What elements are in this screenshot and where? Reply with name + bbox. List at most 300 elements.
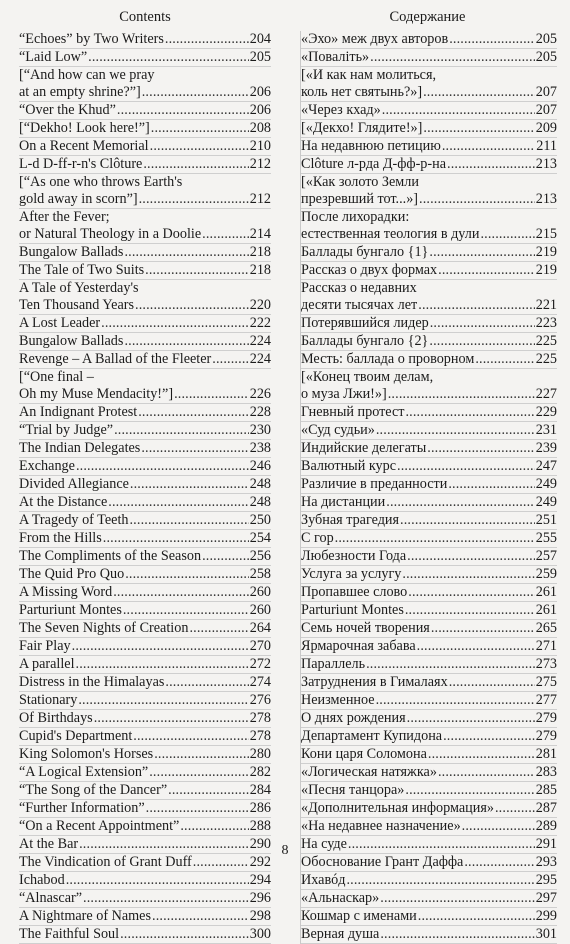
dot-leader	[405, 404, 534, 421]
toc-entry	[301, 120, 557, 138]
toc-entry	[301, 872, 557, 890]
toc-entry-page: 272	[249, 656, 271, 672]
toc-entry-title: коль нет святынь?»]	[301, 84, 423, 100]
dot-leader	[428, 746, 535, 763]
toc-entry-title: The Compliments of the Season	[19, 548, 202, 564]
toc-entry-page: 213	[535, 191, 557, 207]
toc-entry-page: 300	[249, 926, 271, 942]
toc-entry	[19, 602, 271, 620]
dot-leader	[388, 386, 535, 403]
toc-entry-page: 238	[249, 440, 271, 456]
toc-entry-page: 260	[249, 584, 271, 600]
dot-leader	[165, 31, 249, 48]
toc-entry	[301, 244, 557, 262]
dot-leader	[117, 102, 249, 119]
page-number: 8	[281, 843, 289, 858]
toc-entry-page: 297	[535, 890, 557, 906]
toc-entry-title: Divided Allegiance	[19, 476, 129, 492]
toc-entry-page: 258	[249, 566, 271, 582]
dot-leader	[123, 602, 249, 619]
dot-leader	[418, 908, 535, 925]
toc-entry	[301, 458, 557, 476]
toc-entry	[301, 890, 557, 908]
toc-entry-page: 226	[249, 386, 271, 402]
toc-entry-title: Stationary	[19, 692, 78, 708]
dot-leader	[382, 102, 535, 119]
toc-entry-title: A Nightmare of Names	[19, 908, 151, 924]
toc-entry	[301, 674, 557, 692]
dot-leader	[419, 191, 535, 208]
dot-leader	[397, 458, 535, 475]
toc-entry-title: Затруднения в Гималаях	[301, 674, 448, 690]
dot-leader	[78, 692, 248, 709]
toc-entry-page: 295	[535, 872, 557, 888]
dot-leader	[129, 512, 248, 529]
toc-entry-page: 214	[249, 226, 271, 242]
toc-entry-title: Ichabod	[19, 872, 65, 888]
toc-entry	[301, 138, 557, 156]
toc-entry-page: 285	[535, 782, 557, 798]
toc-entry	[301, 530, 557, 548]
toc-entry	[19, 926, 271, 944]
toc-entry-title: Услуга за услугу	[301, 566, 402, 582]
toc-entry-title: Parturiunt Montes	[19, 602, 122, 618]
toc-entry	[19, 120, 271, 138]
toc-entry-page: 212	[249, 191, 271, 207]
toc-entry	[19, 422, 271, 440]
toc-entry-title: о муза Лжи!»]	[301, 386, 387, 402]
toc-entry-page: 229	[535, 404, 557, 420]
toc-entry-page: 206	[249, 84, 271, 100]
toc-entry	[301, 440, 557, 458]
dot-leader	[152, 908, 249, 925]
toc-entry-title: С гор	[301, 530, 334, 546]
toc-entry	[19, 67, 271, 102]
toc-entry-title-line: Рассказ о недавних	[301, 280, 417, 296]
soderzhanie-heading: Содержание	[389, 9, 466, 25]
toc-entry-page: 205	[249, 49, 271, 65]
toc-entry-title: Ихавóд	[301, 872, 346, 888]
toc-entry-title: «Логическая натяжка»	[301, 764, 437, 780]
dot-leader	[133, 728, 248, 745]
toc-entry	[301, 512, 557, 530]
toc-entry	[19, 548, 271, 566]
toc-entry-page: 286	[249, 800, 271, 816]
contents-list-russian	[300, 31, 557, 944]
dot-leader	[431, 620, 535, 637]
toc-entry-title: “On a Recent Appointment”	[19, 818, 180, 834]
toc-entry	[301, 333, 557, 351]
dot-leader	[202, 548, 249, 565]
toc-entry-title-line: [“As one who throws Earth's	[19, 174, 183, 190]
toc-entry	[301, 404, 557, 422]
toc-entry-title: An Indignant Protest	[19, 404, 138, 420]
toc-entry	[301, 710, 557, 728]
toc-entry	[301, 369, 557, 404]
toc-entry	[19, 476, 271, 494]
dot-leader	[430, 315, 535, 332]
toc-entry-page: 265	[535, 620, 557, 636]
dot-leader	[142, 84, 249, 101]
toc-entry	[301, 566, 557, 584]
toc-entry-page: 219	[535, 244, 557, 260]
toc-entry	[19, 584, 271, 602]
toc-entry-title: “The Song of the Dancer”	[19, 782, 168, 798]
toc-entry	[19, 262, 271, 280]
dot-leader	[402, 566, 534, 583]
toc-entry-title: Потерявшийся лидер	[301, 315, 429, 331]
toc-entry-page: 207	[535, 102, 557, 118]
toc-entry	[19, 710, 271, 728]
toc-entry-page: 212	[249, 156, 271, 172]
toc-entry-title: King Solomon's Horses	[19, 746, 154, 762]
toc-entry-page: 292	[249, 854, 271, 870]
dot-leader	[66, 872, 249, 889]
toc-entry	[301, 67, 557, 102]
toc-entry	[301, 782, 557, 800]
dot-leader	[462, 818, 535, 835]
dot-leader	[124, 333, 248, 350]
toc-entry	[19, 782, 271, 800]
toc-entry-page: 298	[249, 908, 271, 924]
toc-entry-page: 250	[249, 512, 271, 528]
dot-leader	[438, 764, 535, 781]
dot-leader	[443, 728, 535, 745]
toc-entry-title: Зубная трагедия	[301, 512, 400, 528]
toc-entry	[19, 31, 271, 49]
dot-leader	[495, 800, 535, 817]
toc-entry-title: At the Distance	[19, 494, 108, 510]
toc-entry	[301, 692, 557, 710]
toc-entry	[19, 890, 271, 908]
toc-entry	[19, 620, 271, 638]
toc-entry-title: [“Dekho! Look here!”]	[19, 120, 150, 136]
dot-leader	[366, 656, 535, 673]
toc-entry-title: «Суд судьи»	[301, 422, 375, 438]
toc-entry-title: The Vindication of Grant Duff	[19, 854, 192, 870]
toc-entry-page: 218	[249, 244, 271, 260]
toc-entry	[301, 315, 557, 333]
toc-entry-page: 288	[249, 818, 271, 834]
toc-entry-title: Кошмар с именами	[301, 908, 417, 924]
toc-entry-page: 282	[249, 764, 271, 780]
toc-entry	[19, 674, 271, 692]
toc-entry-title: «Поваліть»	[301, 49, 370, 65]
toc-entry	[301, 926, 557, 944]
toc-entry-title: Ярмарочная забава	[301, 638, 416, 654]
dot-leader	[429, 333, 534, 350]
toc-entry-title: “Over the Khud”	[19, 102, 116, 118]
toc-entry	[301, 31, 557, 49]
toc-entry-title: Ten Thousand Years	[19, 297, 134, 313]
dot-leader	[376, 422, 535, 439]
toc-entry-title: Месть: баллада о проворном	[301, 351, 475, 367]
toc-entry-title: Обоснование Грант Даффа	[301, 854, 464, 870]
dot-leader	[423, 84, 535, 101]
toc-entry-page: 291	[535, 836, 557, 852]
toc-entry	[301, 262, 557, 280]
toc-entry-title: Баллады бунгало {2}	[301, 333, 429, 349]
dot-leader	[370, 49, 535, 66]
dot-leader	[76, 656, 249, 673]
toc-entry-title: Кони царя Соломона	[301, 746, 427, 762]
toc-entry-title: From the Hills	[19, 530, 102, 546]
dot-leader	[380, 890, 534, 907]
toc-entry-title: Parturiunt Montes	[301, 602, 404, 618]
toc-entry-title: Рассказ о двух формах	[301, 262, 438, 278]
toc-entry	[301, 656, 557, 674]
toc-entry-title: Bungalow Ballads	[19, 333, 124, 349]
toc-entry-page: 284	[249, 782, 271, 798]
toc-entry	[19, 512, 271, 530]
toc-entry	[19, 656, 271, 674]
toc-entry	[301, 800, 557, 818]
toc-entry-page: 293	[535, 854, 557, 870]
toc-entry	[301, 584, 557, 602]
toc-entry-title: естественная теология в дули	[301, 226, 480, 242]
toc-entry	[19, 333, 271, 351]
toc-entry	[19, 458, 271, 476]
toc-entry-title: Любезности Года	[301, 548, 407, 564]
toc-entry-title-line: [«Как золото Земли	[301, 174, 419, 190]
dot-leader	[154, 746, 249, 763]
toc-entry-title: «Альнаскар»	[301, 890, 380, 906]
toc-entry-page: 260	[249, 602, 271, 618]
toc-entry-title-line: A Tale of Yesterday's	[19, 280, 139, 296]
dot-leader	[380, 926, 534, 943]
dot-leader	[113, 584, 249, 601]
toc-entry-title: Revenge – A Ballad of the Fleeter	[19, 351, 212, 367]
toc-entry-title-line: [«Конец твоим делам,	[301, 369, 434, 385]
toc-entry-title: “Trial by Judge”	[19, 422, 114, 438]
dot-leader	[83, 890, 249, 907]
toc-entry-title: The Seven Nights of Creation	[19, 620, 189, 636]
toc-entry-title: “Alnascar”	[19, 890, 83, 906]
toc-entry-title: The Quid Pro Quo	[19, 566, 125, 582]
toc-entry-page: 210	[249, 138, 271, 154]
toc-entry	[301, 49, 557, 67]
toc-entry-title: «Эхо» меж двух авторов	[301, 31, 449, 47]
toc-entry-title: десяти тысячах лет	[301, 297, 418, 313]
toc-entry-page: 264	[249, 620, 271, 636]
toc-entry-page: 287	[535, 800, 557, 816]
toc-entry-title: Гневный протест	[301, 404, 405, 420]
toc-entry-page: 261	[535, 602, 557, 618]
toc-entry-page: 249	[535, 476, 557, 492]
toc-entry	[301, 102, 557, 120]
dot-leader	[212, 351, 248, 368]
toc-entry-title: [«Декхо! Глядите!»]	[301, 120, 423, 136]
dot-leader	[151, 120, 249, 137]
toc-entry-title: Exchange	[19, 458, 75, 474]
dot-leader	[76, 458, 249, 475]
toc-entry-page: 259	[535, 566, 557, 582]
toc-entry-title: “Laid Low”	[19, 49, 88, 65]
toc-entry-title: Of Birthdays	[19, 710, 93, 726]
contents-heading: Contents	[119, 9, 171, 25]
toc-entry-title: Oh my Muse Mendacity!”]	[19, 386, 174, 402]
toc-entry-page: 299	[535, 908, 557, 924]
toc-entry	[301, 422, 557, 440]
toc-entry	[19, 800, 271, 818]
dot-leader	[120, 926, 249, 943]
toc-entry-title: The Tale of Two Suits	[19, 262, 145, 278]
toc-entry	[19, 351, 271, 369]
toc-entry	[301, 476, 557, 494]
toc-entry	[19, 280, 271, 315]
toc-entry-title: На недавнюю петицию	[301, 138, 441, 154]
dot-leader	[447, 156, 535, 173]
dot-leader	[480, 226, 534, 243]
toc-entry-page: 209	[535, 120, 557, 136]
toc-entry-page: 249	[535, 494, 557, 510]
toc-entry-title: At the Bar	[19, 836, 79, 852]
dot-leader	[114, 422, 249, 439]
toc-entry	[19, 138, 271, 156]
toc-entry-title: Пропавшее слово	[301, 584, 408, 600]
toc-entry	[19, 530, 271, 548]
dot-leader	[150, 138, 249, 155]
toc-entry-title: On a Recent Memorial	[19, 138, 149, 154]
toc-entry	[19, 728, 271, 746]
toc-entry-title: A Missing Word	[19, 584, 113, 600]
toc-entry-page: 278	[249, 728, 271, 744]
dot-leader	[423, 120, 534, 137]
toc-entry	[19, 908, 271, 926]
dot-leader	[429, 244, 534, 261]
dot-leader	[135, 297, 249, 314]
toc-entry-title: Bungalow Ballads	[19, 244, 124, 260]
toc-entry-title: Индийские делегаты	[301, 440, 427, 456]
dot-leader	[417, 638, 535, 655]
dot-leader	[427, 440, 534, 457]
dot-leader	[400, 512, 535, 529]
toc-entry	[19, 872, 271, 890]
toc-entry-page: 219	[535, 262, 557, 278]
toc-entry-page: 218	[249, 262, 271, 278]
toc-entry-title: A Tragedy of Teeth	[19, 512, 129, 528]
toc-entry-page: 208	[249, 120, 271, 136]
toc-entry	[301, 548, 557, 566]
dot-leader	[138, 404, 249, 421]
toc-entry-page: 220	[249, 297, 271, 313]
toc-entry-page: 248	[249, 494, 271, 510]
toc-entry	[19, 764, 271, 782]
toc-entry	[19, 174, 271, 209]
contents-list-english	[19, 31, 271, 944]
toc-entry-title-line: After the Fever;	[19, 209, 110, 225]
toc-entry-title: “Echoes” by Two Writers	[19, 31, 164, 47]
dot-leader	[346, 872, 534, 889]
toc-entry-page: 283	[535, 764, 557, 780]
toc-entry-page: 213	[535, 156, 557, 172]
toc-entry-page: 289	[535, 818, 557, 834]
toc-entry-page: 277	[535, 692, 557, 708]
toc-entry	[301, 620, 557, 638]
toc-entry-page: 205	[535, 49, 557, 65]
toc-entry	[301, 494, 557, 512]
toc-entry-page: 256	[249, 548, 271, 564]
toc-entry	[19, 244, 271, 262]
toc-entry-title: L-d D-ff-r-n's Clôture	[19, 156, 143, 172]
toc-entry-title: “A Logical Extension”	[19, 764, 149, 780]
toc-entry-page: 301	[535, 926, 557, 942]
dot-leader	[141, 440, 248, 457]
dot-leader	[405, 782, 534, 799]
toc-entry-title: На суде	[301, 836, 347, 852]
toc-entry-page: 276	[249, 692, 271, 708]
toc-entry-page: 294	[249, 872, 271, 888]
dot-leader	[418, 297, 534, 314]
toc-entry-page: 281	[535, 746, 557, 762]
dot-leader	[449, 674, 535, 691]
toc-entry-page: 211	[536, 138, 557, 154]
toc-entry-page: 247	[535, 458, 557, 474]
toc-entry-page: 205	[535, 31, 557, 47]
toc-entry	[301, 156, 557, 174]
toc-entry-page: 280	[249, 746, 271, 762]
toc-entry	[19, 440, 271, 458]
dot-leader	[146, 800, 249, 817]
dot-leader	[407, 710, 535, 727]
toc-entry	[301, 908, 557, 926]
toc-entry	[19, 369, 271, 404]
toc-entry-page: 227	[535, 386, 557, 402]
toc-entry-page: 224	[249, 333, 271, 349]
toc-entry-title: “Further Information”	[19, 800, 145, 816]
dot-leader	[130, 476, 249, 493]
dot-leader	[124, 244, 248, 261]
toc-entry-title: презревший тот...»]	[301, 191, 419, 207]
dot-leader	[407, 548, 535, 565]
dot-leader	[149, 764, 248, 781]
toc-entry-title: «На недавнее назначение»	[301, 818, 461, 834]
dot-leader	[405, 602, 535, 619]
toc-entry-title: «Песня танцора»	[301, 782, 405, 798]
toc-entry	[301, 602, 557, 620]
dot-leader	[335, 530, 535, 547]
toc-entry	[19, 692, 271, 710]
toc-entry-page: 228	[249, 404, 271, 420]
toc-entry	[19, 102, 271, 120]
toc-entry-page: 221	[535, 297, 557, 313]
toc-entry	[19, 638, 271, 656]
toc-entry-title: Неизменное	[301, 692, 375, 708]
toc-entry-page: 296	[249, 890, 271, 906]
toc-entry-title: Валютный курс	[301, 458, 397, 474]
toc-entry-title: A parallel	[19, 656, 75, 672]
dot-leader	[189, 620, 248, 637]
toc-entry-page: 231	[535, 422, 557, 438]
toc-entry-title: На дистанции	[301, 494, 386, 510]
toc-entry-page: 261	[535, 584, 557, 600]
toc-entry	[301, 638, 557, 656]
dot-leader	[145, 262, 249, 279]
toc-entry	[301, 280, 557, 315]
toc-entry-page: 279	[535, 728, 557, 744]
toc-entry-page: 206	[249, 102, 271, 118]
toc-entry-title: Баллады бунгало {1}	[301, 244, 429, 260]
toc-entry-page: 273	[535, 656, 557, 672]
toc-entry	[19, 156, 271, 174]
dot-leader	[448, 476, 534, 493]
toc-entry	[301, 728, 557, 746]
dot-leader	[72, 638, 249, 655]
toc-entry-page: 207	[535, 84, 557, 100]
dot-leader	[408, 584, 534, 601]
toc-entry-title: or Natural Theology in a Doolie	[19, 226, 202, 242]
dot-leader	[168, 782, 249, 799]
